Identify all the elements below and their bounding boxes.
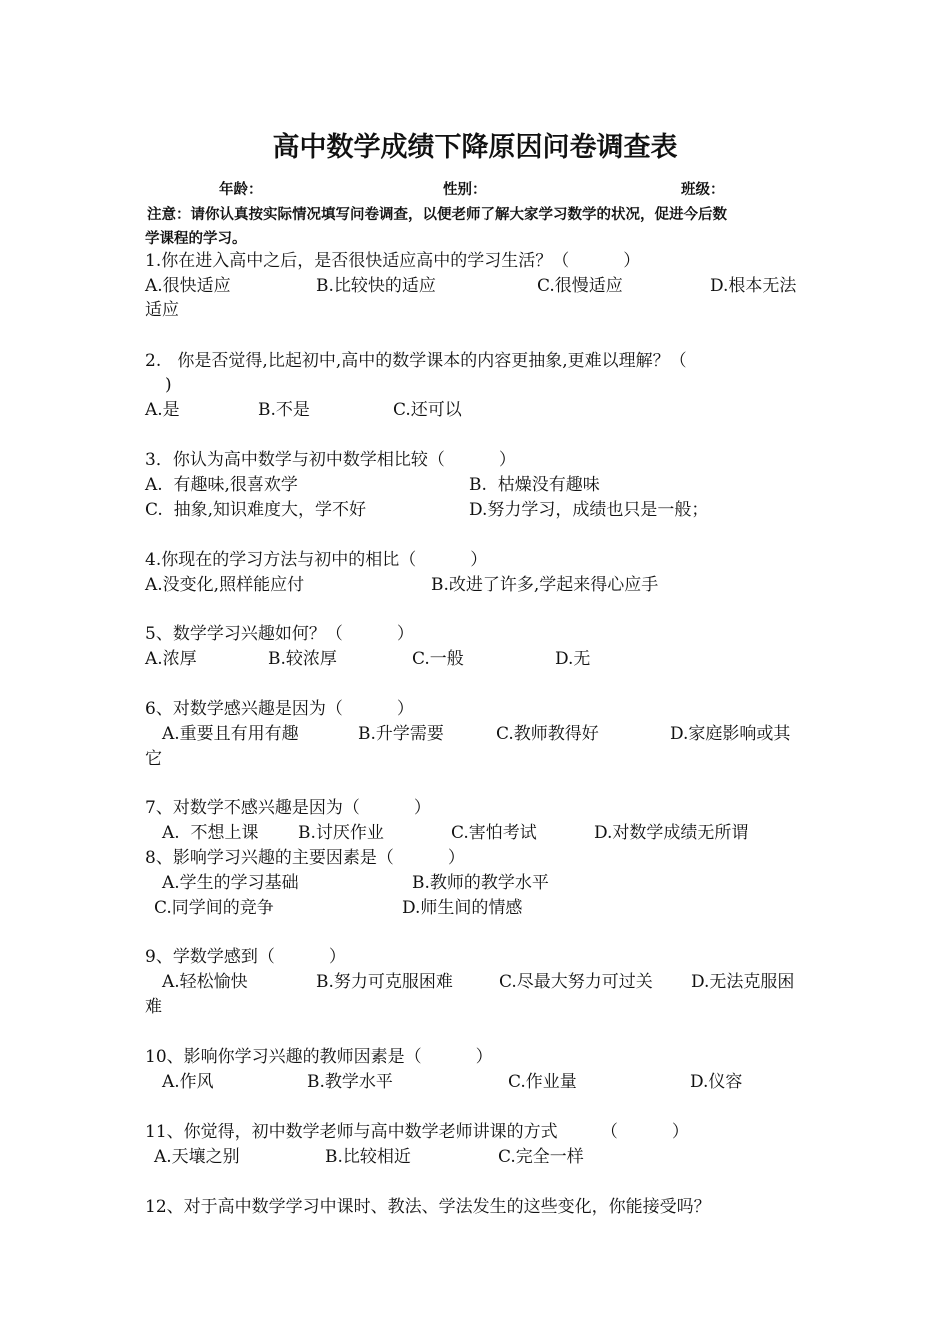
option-wrap: 适应 [145, 300, 179, 320]
age-label: 年龄： [219, 182, 263, 198]
option: A.轻松愉快 [162, 972, 248, 992]
option: C.完全一样 [498, 1147, 584, 1167]
option: D.根本无法 [710, 276, 797, 296]
note-line-1: 注意：请你认真按实际情况填写问卷调查，以便老师了解大家学习数学的状况，促进今后数 [147, 207, 727, 223]
option: C.害怕考试 [451, 823, 537, 843]
option: B.比较相近 [325, 1147, 411, 1167]
option: B. 枯燥没有趣味 [469, 475, 600, 495]
question-5: 5、数学学习兴趣如何？（ ） [145, 624, 414, 644]
option: A.重要且有用有趣 [162, 724, 299, 744]
question-9: 9、学数学感到（ ） [145, 947, 346, 967]
option: A.作风 [162, 1072, 214, 1092]
option: C.作业量 [508, 1072, 577, 1092]
page-title: 高中数学成绩下降原因问卷调查表 [272, 132, 678, 163]
option-wrap: 它 [145, 749, 162, 769]
option: B.改进了许多,学起来得心应手 [431, 575, 659, 595]
question-12: 12、对于高中数学学习中课时、教法、学法发生的这些变化，你能接受吗？ [145, 1197, 711, 1217]
option: B.努力可克服困难 [316, 972, 453, 992]
option: A.没变化,照样能应付 [145, 575, 305, 595]
question-10: 10、影响你学习兴趣的教师因素是（ ） [145, 1047, 493, 1067]
option: C. 抽象,知识难度大，学不好 [145, 500, 367, 520]
question-2: 2. 你是否觉得,比起初中,高中的数学课本的内容更抽象,更难以理解？（ [145, 351, 687, 371]
question-4: 4.你现在的学习方法与初中的相比（ ） [145, 550, 488, 570]
option: B.比较快的适应 [316, 276, 436, 296]
option: C.教师教得好 [496, 724, 599, 744]
option: B.教师的教学水平 [412, 873, 549, 893]
option: A. 不想上课 [162, 823, 259, 843]
option: C.同学间的竞争 [154, 898, 274, 918]
option: D.无 [555, 649, 591, 669]
option: D.无法克服困 [691, 972, 795, 992]
option: A.是 [145, 400, 180, 420]
question-11: 11、你觉得，初中数学老师与高中数学老师讲课的方式 （ ） [145, 1122, 689, 1142]
option: C.很慢适应 [537, 276, 623, 296]
option: D.仪容 [690, 1072, 743, 1092]
option: A.很快适应 [145, 276, 231, 296]
class-label: 班级： [681, 182, 725, 198]
note-line-2: 学课程的学习。 [145, 231, 247, 247]
option: A.天壤之别 [154, 1147, 240, 1167]
question-8: 8、影响学习兴趣的主要因素是（ ） [145, 848, 465, 868]
option: D.家庭影响或其 [670, 724, 791, 744]
option: C.一般 [412, 649, 464, 669]
option: B.讨厌作业 [298, 823, 384, 843]
question-1: 1.你在进入高中之后，是否很快适应高中的学习生活？（ ） [145, 251, 641, 271]
option: A.浓厚 [145, 649, 197, 669]
option: B.教学水平 [307, 1072, 393, 1092]
question-7: 7、对数学不感兴趣是因为（ ） [145, 798, 431, 818]
option: D.对数学成绩无所谓 [594, 823, 749, 843]
question-6: 6、对数学感兴趣是因为（ ） [145, 699, 414, 719]
option: D.师生间的情感 [402, 898, 523, 918]
option: B.升学需要 [358, 724, 444, 744]
option: A.学生的学习基础 [162, 873, 299, 893]
question-2-cont: ) [165, 375, 172, 395]
option: D.努力学习，成绩也只是一般； [469, 500, 709, 520]
option-wrap: 难 [145, 997, 162, 1017]
option: B.不是 [258, 400, 310, 420]
gender-label: 性别： [443, 182, 487, 198]
option: B.较浓厚 [268, 649, 337, 669]
question-3: 3．你认为高中数学与初中数学相比较（ ） [145, 450, 516, 470]
option: C.尽最大努力可过关 [499, 972, 653, 992]
option: A. 有趣味,很喜欢学 [145, 475, 298, 495]
option: C.还可以 [393, 400, 462, 420]
